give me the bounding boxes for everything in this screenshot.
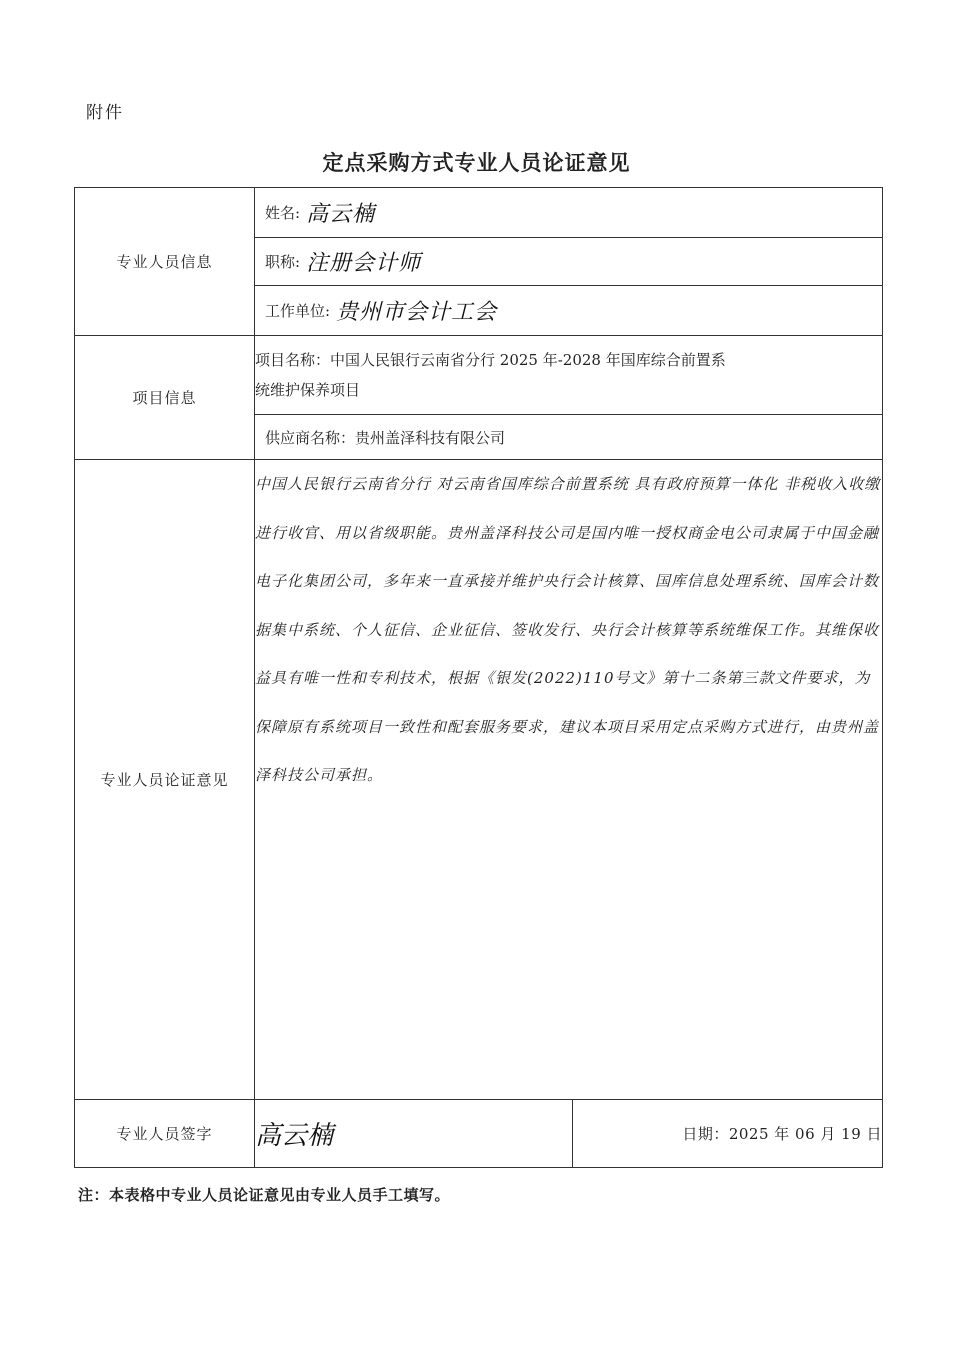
name-label: 姓名: [265, 204, 301, 222]
form-table [74, 187, 883, 1168]
annex-label: 附件 [86, 103, 124, 123]
signature-cell [255, 1100, 573, 1168]
project-info-category: 项目信息 [75, 336, 255, 460]
employer-label: 工作单位: [265, 302, 331, 320]
supplier-text: 供应商名称：贵州盖泽科技有限公司 [265, 428, 506, 447]
opinion-handwritten: 中国人民银行云南省分行 对云南省国库综合前置系统 具有政府预算一体化 非税收入收缴进行收官、用以省级职能。贵州盖泽科技公司是国内唯一授权商金电公司隶属于中国金融电子化集团公司，多年来一直承接并维护央行会计核算、国库信息处理系统、国库会计数据集中系统、个人征信、企业征信、签收发行、央行会计核算等系统维保工作。其维保收益具有唯一性和专利技术，根据《银发(2022)110号文》第十二条第三款文件要求，为保障原有系统项目一致性和配套服务要求，建议本项目采用定点采购方式进行，由贵州盖泽科技公司承担。 [255, 460, 883, 1100]
name-handwritten: 高云楠 [306, 202, 376, 227]
signature-handwritten: 高云楠 [255, 1121, 334, 1151]
page-title: 定点采购方式专业人员论证意见 [322, 150, 631, 175]
project-name-line2: 统维护保养项目 [255, 381, 361, 399]
title-handwritten: 注册会计师 [306, 251, 422, 276]
title-row [255, 238, 883, 286]
supplier-row [255, 415, 883, 460]
opinion-category: 专业人员论证意见 [75, 460, 255, 1100]
project-name-cell [255, 336, 883, 415]
name-row [255, 188, 883, 238]
employer-row [255, 286, 883, 336]
date-cell: 日期：2025 年 06 月 19 日 [573, 1100, 883, 1168]
employer-handwritten: 贵州市会计工会 [336, 300, 498, 325]
project-name-line1: 项目名称：中国人民银行云南省分行 2025 年-2028 年国库综合前置系 [255, 351, 726, 369]
title-label: 职称: [265, 253, 301, 271]
expert-info-category: 专业人员信息 [75, 188, 255, 336]
signature-category: 专业人员签字 [75, 1100, 255, 1168]
footnote: 注：本表格中专业人员论证意见由专业人员手工填写。 [78, 1186, 451, 1204]
